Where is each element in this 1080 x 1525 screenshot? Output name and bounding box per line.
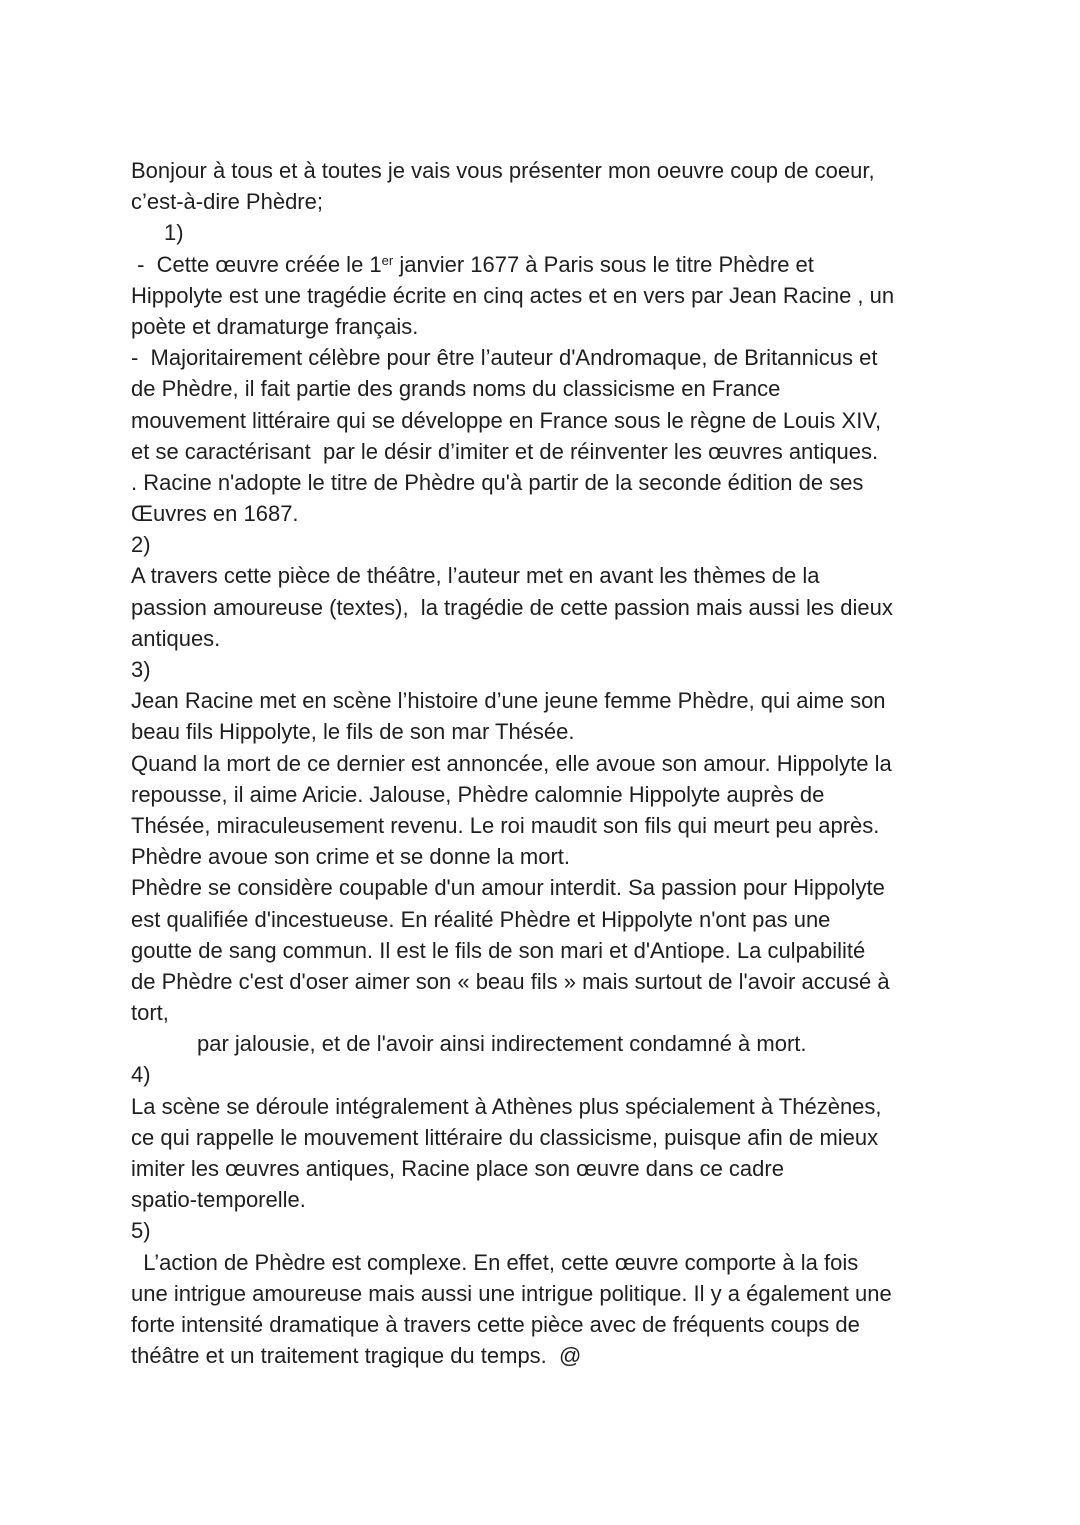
text-line: Bonjour à tous et à toutes je vais vous présenter mon oeuvre coup de coeur,: [131, 158, 875, 183]
text-line: et se caractérisant par le désir d’imiter et de réinventer les œuvres antiques.: [131, 438, 879, 464]
text-line: imiter les œuvres antiques, Racine place son œuvre dans ce cadre: [131, 1156, 784, 1181]
text-line: Quand la mort de ce dernier est annoncée, elle avoue son amour. Hippolyte la: [131, 750, 892, 776]
text-fragment: - Cette œuvre créée le 1: [131, 251, 382, 277]
text-line: de Phèdre, il fait partie des grands noms du classicisme en France: [131, 376, 781, 402]
text-line: Thésée, miraculeusement revenu. Le roi maudit son fils qui meurt peu après.: [131, 812, 880, 838]
text-line: repousse, il aime Aricie. Jalouse, Phèdre calomnie Hippolyte auprès de: [131, 781, 825, 807]
text-line: La scène se déroule intégralement à Athènes plus spécialement à Thézènes,: [131, 1093, 882, 1119]
section-number: 3): [131, 657, 151, 682]
text-line: antiques.: [131, 625, 221, 651]
text-line: ce qui rappelle le mouvement littéraire du classicisme, puisque afin de mieux: [131, 1124, 879, 1150]
text-line: théâtre et un traitement tragique du temps. @: [131, 1343, 582, 1369]
section-number: 1): [164, 220, 184, 246]
text-line: A travers cette pièce de théâtre, l’auteur met en avant les thèmes de la: [131, 563, 820, 589]
text-line: [131, 249, 961, 280]
text-line: tort,: [131, 1000, 169, 1026]
text-line: par jalousie, et de l'avoir ainsi indirectement condamné à mort.: [197, 1031, 807, 1057]
text-line: . Racine n'adopte le titre de Phèdre qu'à partir de la seconde édition de ses: [131, 469, 864, 495]
text-line: Œuvres en 1687.: [131, 501, 299, 527]
text-line: Phèdre se considère coupable d'un amour interdit. Sa passion pour Hippolyte: [131, 875, 885, 901]
text-line: goutte de sang commun. Il est le fils de son mari et d'Antiope. La culpabilité: [131, 937, 866, 963]
text-line: L’action de Phèdre est complexe. En effet, cette œuvre comporte à la fois: [131, 1249, 859, 1275]
superscript: er: [381, 252, 394, 268]
section-number: 4): [131, 1062, 151, 1088]
text-line: est qualifiée d'incestueuse. En réalité Phèdre et Hippolyte n'ont pas une: [131, 906, 831, 932]
text-line: passion amoureuse (textes), la tragédie de cette passion mais aussi les dieux: [131, 594, 893, 620]
text-line: poète et dramaturge français.: [131, 313, 419, 339]
document-body: [131, 155, 961, 1371]
text-line: Phèdre avoue son crime et se donne la mort.: [131, 844, 571, 870]
text-line: Hippolyte est une tragédie écrite en cinq actes et en vers par Jean Racine , un: [131, 282, 895, 308]
text-line: mouvement littéraire qui se développe en France sous le règne de Louis XIV,: [131, 407, 882, 433]
text-line: Jean Racine met en scène l’histoire d’une jeune femme Phèdre, qui aime son: [131, 688, 886, 714]
text-line: c’est-à-dire Phèdre;: [131, 189, 323, 215]
text-line: beau fils Hippolyte, le fils de son mar Thésée.: [131, 719, 575, 745]
section-number: 2): [131, 532, 151, 558]
text-fragment: janvier 1677 à Paris sous le titre Phèdre et: [393, 251, 814, 277]
text-line: spatio-temporelle.: [131, 1187, 306, 1213]
text-line: - Majoritairement célèbre pour être l’auteur d'Andromaque, de Britannicus et: [131, 345, 878, 371]
text-line: de Phèdre c'est d'oser aimer son « beau fils » mais surtout de l'avoir accusé à: [131, 968, 890, 994]
text-line: forte intensité dramatique à travers cette pièce avec de fréquents coups de: [131, 1311, 860, 1337]
text-line: une intrigue amoureuse mais aussi une intrigue politique. Il y a également une: [131, 1280, 892, 1306]
section-number: 5): [131, 1218, 151, 1244]
